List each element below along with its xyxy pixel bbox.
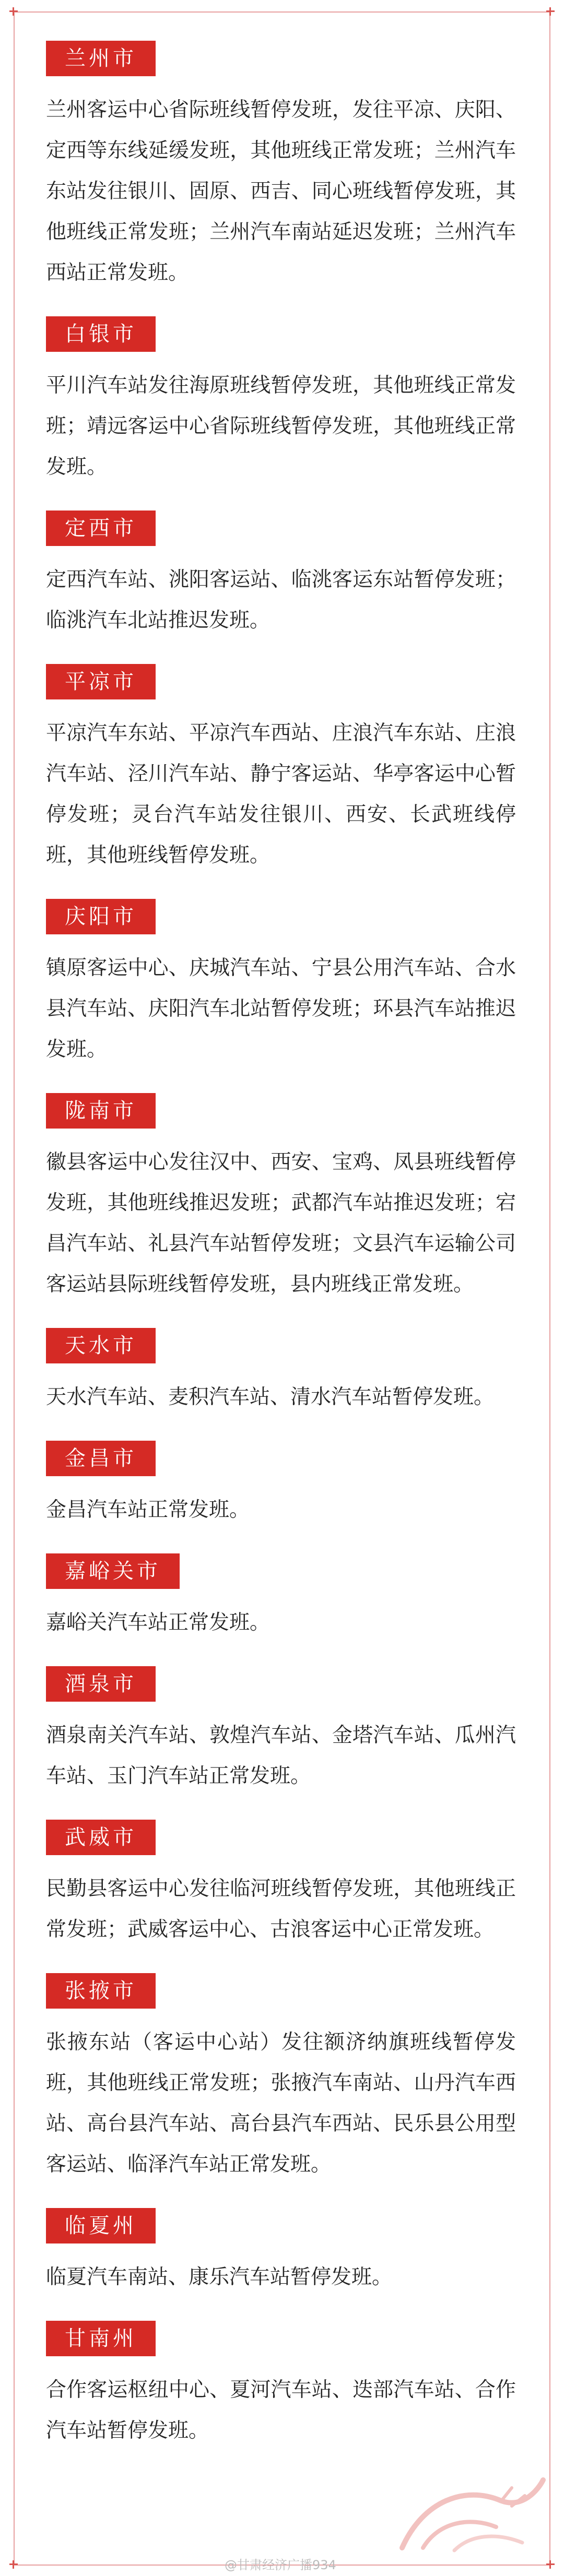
section-heading: 定西市: [46, 511, 156, 546]
section-heading: 庆阳市: [46, 899, 156, 934]
section-body: 金昌汽车站正常发班。: [46, 1498, 250, 1522]
section-body: 平川汽车站发往海原班线暂停发班，其他班线正常发班；靖远客运中心省际班线暂停发班，其他班线正常发班。: [46, 374, 516, 479]
watermark-text: @甘肃经济广播934: [225, 2558, 336, 2572]
section-longnan: [46, 1093, 516, 1305]
tiger-watermark-icon: [392, 2470, 548, 2558]
section-wuwei: [46, 1820, 516, 1950]
section-body: 平凉汽车东站、平凉汽车西站、庄浪汽车东站、庄浪汽车站、泾川汽车站、静宁客运站、华亭客运中心暂停发班；灵台汽车站发往银川、西安、长武班线停班，其他班线暂停发班。: [46, 721, 516, 867]
section-body: 镇原客运中心、庆城汽车站、宁县公用汽车站、合水县汽车站、庆阳汽车北站暂停发班；环县汽车站推迟发班。: [46, 956, 516, 1061]
section-body: 天水汽车站、麦积汽车站、清水汽车站暂停发班。: [46, 1385, 495, 1409]
section-heading: 兰州市: [46, 41, 156, 76]
section-heading: 武威市: [46, 1820, 156, 1855]
notice-content: [46, 41, 516, 2474]
section-jiuquan: [46, 1666, 516, 1797]
section-heading: 酒泉市: [46, 1666, 156, 1702]
section-lanzhou: [46, 41, 516, 293]
section-heading: 陇南市: [46, 1093, 156, 1129]
section-pingliang: [46, 664, 516, 876]
section-jiayuguan: [46, 1553, 516, 1643]
section-heading: 张掖市: [46, 1973, 156, 2009]
section-zhangye: [46, 1973, 516, 2185]
section-gannan: [46, 2321, 516, 2451]
section-body: 徽县客运中心发往汉中、西安、宝鸡、凤县班线暂停发班，其他班线推迟发班；武都汽车站推迟发班；宕昌汽车站、礼县汽车站暂停发班；文县汽车运输公司客运站县际班线暂停发班，县内班线正常发班。: [46, 1150, 516, 1296]
section-heading: 金昌市: [46, 1441, 156, 1476]
section-body: 临夏汽车南站、康乐汽车站暂停发班。: [46, 2265, 393, 2289]
section-linxia: [46, 2208, 516, 2298]
section-body: 兰州客运中心省际班线暂停发班，发往平凉、庆阳、定西等东线延缓发班，其他班线正常发班；兰州汽车东站发往银川、固原、西吉、同心班线暂停发班，其他班线正常发班；兰州汽车南站延迟发班；兰州汽车西站正常发班。: [46, 98, 516, 284]
section-body: 张掖东站（客运中心站）发往额济纳旗班线暂停发班，其他班线正常发班；张掖汽车南站、山丹汽车西站、高台县汽车站、高台县汽车西站、民乐县公用型客运站、临泽汽车站正常发班。: [46, 2031, 516, 2176]
section-body: 合作客运枢纽中心、夏河汽车站、迭部汽车站、合作汽车站暂停发班。: [46, 2378, 516, 2442]
section-body: 定西汽车站、洮阳客运站、临洮客运东站暂停发班；临洮汽车北站推迟发班。: [46, 568, 516, 632]
corner-ornament-icon: [546, 2560, 555, 2569]
corner-ornament-icon: [9, 2560, 18, 2569]
section-dingxi: [46, 511, 516, 641]
section-body: 民勤县客运中心发往临河班线暂停发班，其他班线正常发班；武威客运中心、古浪客运中心正常发班。: [46, 1877, 516, 1941]
section-heading: 平凉市: [46, 664, 156, 699]
section-heading: 天水市: [46, 1328, 156, 1363]
section-qingyang: [46, 899, 516, 1070]
section-tianshui: [46, 1328, 516, 1418]
section-heading: 甘南州: [46, 2321, 156, 2356]
corner-ornament-icon: [9, 7, 18, 16]
section-heading: 临夏州: [46, 2208, 156, 2243]
section-body: 嘉峪关汽车站正常发班。: [46, 1611, 271, 1634]
section-heading: 嘉峪关市: [46, 1553, 180, 1589]
section-baiyin: [46, 316, 516, 488]
corner-ornament-icon: [546, 7, 555, 16]
section-heading: 白银市: [46, 316, 156, 352]
section-body: 酒泉南关汽车站、敦煌汽车站、金塔汽车站、瓜州汽车站、玉门汽车站正常发班。: [46, 1724, 516, 1788]
section-jinchang: [46, 1441, 516, 1530]
